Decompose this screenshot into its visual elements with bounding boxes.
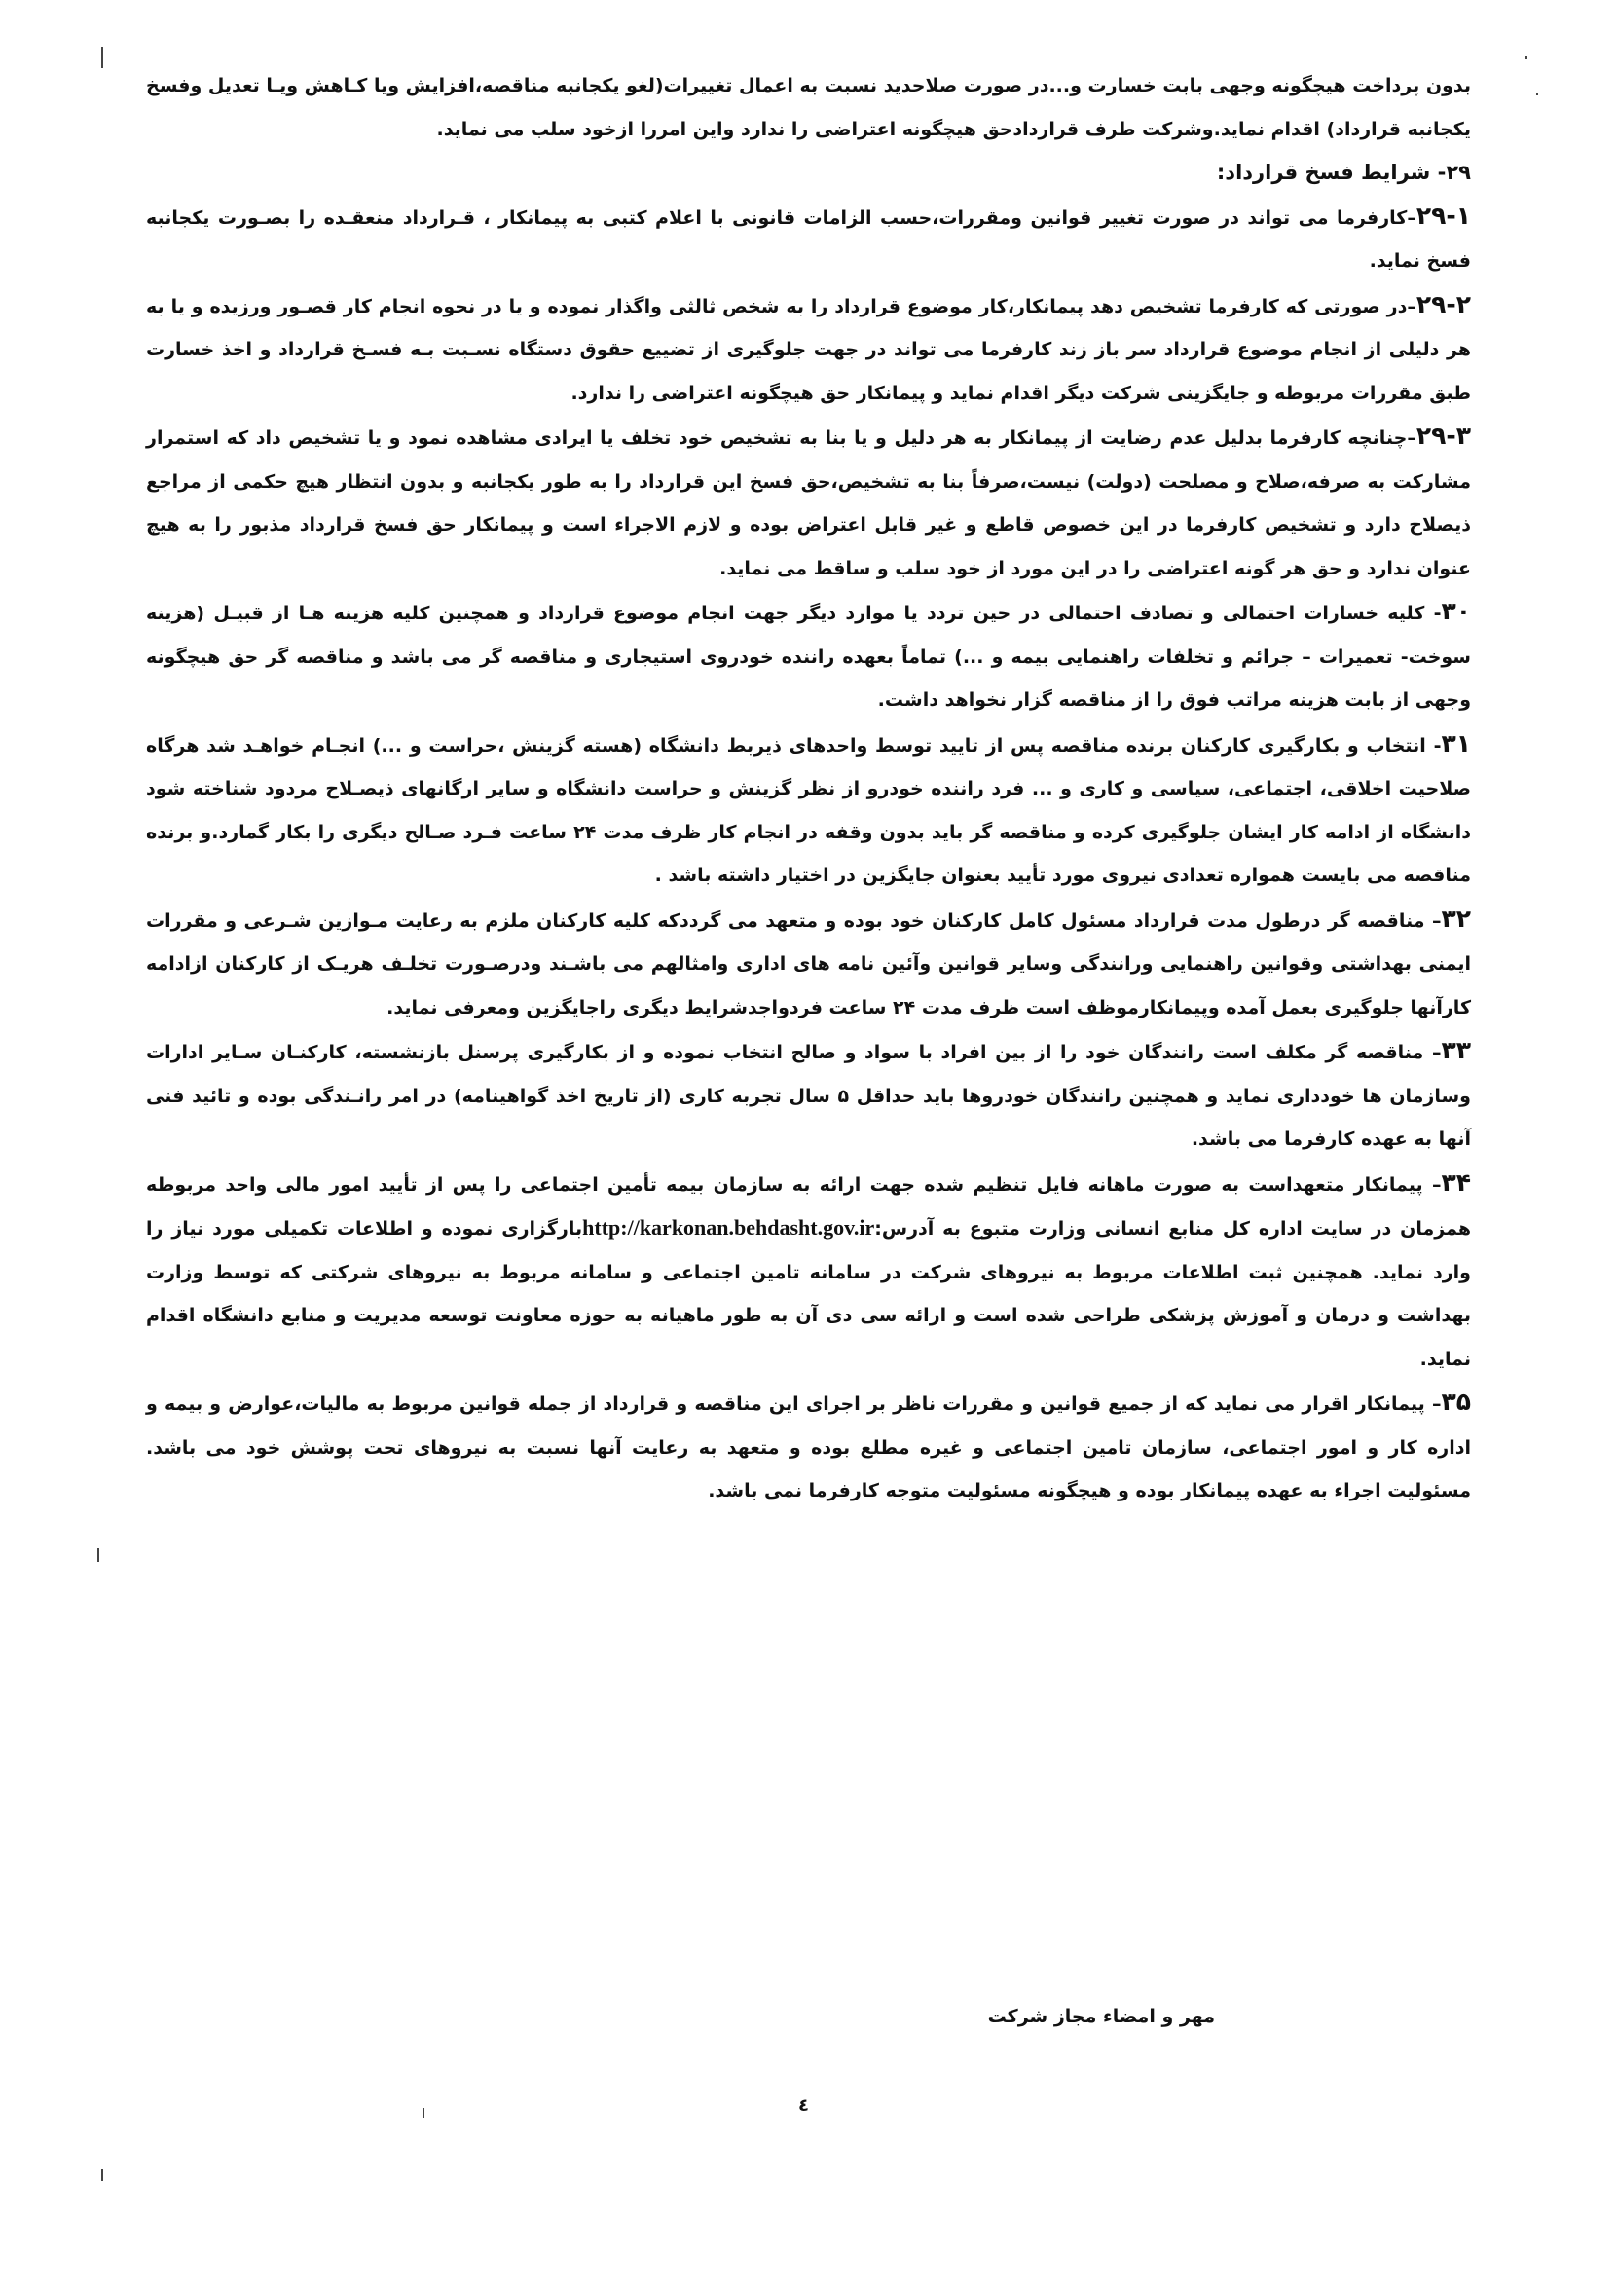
clause-number: ۳۳ (1441, 1036, 1471, 1064)
scan-mark (1536, 93, 1538, 95)
clause-34 (146, 1162, 1471, 1382)
clause-32 (146, 898, 1471, 1030)
scan-mark (97, 1548, 99, 1562)
scan-mark (101, 2169, 103, 2181)
clause-text: –در صورتی که کارفرما تشخیص دهد پیمانکار،کار موضوع قرارداد را به شخص ثالثی واگذار نموده و یا در نحوه انجام کار قصـور ورزیده و یا به هر دلیلی از انجام موضوع قرارداد سر باز زند کارفرما می تواند در جهت جلوگیری از تضییع حقوق دستگاه نسـبت بـه فسـخ قرارداد و اخذ خسارت طبق مقررات مربوطه و جایگزینی شرکت دیگر اقدام نماید و پیمانکار حق هیچگونه اعتراضی را ندارد. (146, 295, 1471, 404)
clause-33 (146, 1029, 1471, 1162)
clause-text: – مناقصه گر درطول مدت قرارداد مسئول کامل کارکنان خود بوده و متعهد می گرددکه کلیه کارکنان ملزم به رعایت مـوازین شـرعی و مقررات ایمنی بهداشتی وقوانین راهنمایی ورانندگی وسایر قوانین وآئین نامه های اداری وامثالهم می باشـند ودرصـورت تخلـف هریـک از کارکنان ازادامه کارآنها جلوگیری بعمل آمده وپیمانکارموظف است ظرف مدت ۲۴ ساعت فردواجدشرایط دیگری راجایگزین ومعرفی نماید. (146, 909, 1471, 1018)
section-heading: ۲۹- شرایط فسخ قرارداد: (1216, 161, 1471, 184)
page-number: ٤ (798, 2095, 809, 2116)
clause-29-1 (146, 195, 1471, 283)
clause-text: –کارفرما می تواند در صورت تغییر قوانین ومقررات،حسب الزامات قانونی با اعلام کتبی به پیمانکار ، قـرارداد منعقـده را بصـورت یکجانبه فسخ نماید. (146, 206, 1471, 272)
clause-30 (146, 590, 1471, 722)
clause-number: ۳۵ (1441, 1388, 1471, 1416)
clause-text: – پیمانکار متعهداست به صورت ماهانه فایل تنظیم شده جهت ارائه به سازمان بیمه تأمین اجتماعی را پس از تأیید امور مالی واحد مربوطه همزمان در سایت اداره کل منابع انسانی وزارت متبوع به آدرس: (146, 1173, 1471, 1240)
clause-29-2 (146, 283, 1471, 416)
intro-paragraph: بدون پرداخت هیچگونه وجهی بابت خسارت و...در صورت صلاحدید نسبت به اعمال تغییرات(لغو یکجانبه مناقصه،افزایش ویا کـاهش ویـا تعدیل وفسخ یکجانبه قرارداد) اقدام نماید.وشرکت طرف قراردادحق هیچگونه اعتراضی را ندارد واین امررا ازخود سلب می نماید. (146, 75, 1471, 140)
scan-mark (423, 2108, 424, 2118)
clause-number: ۲۹-۳ (1415, 422, 1471, 450)
clause-number: ۳۴ (1441, 1167, 1471, 1197)
clause-text: - کلیه خسارات احتمالی و تصادف احتمالی در حین تردد یا موارد دیگر جهت انجام موضوع قرارداد و همچنین کلیه هزینه هـا از قبیـل (هزینه سوخت- تعمیرات – جرائم و تخلفات راهنمایی بیمه و ...) تماماً بعهده راننده خودروی استیجاری و مناقصه گر می باشد و مناقصه گر حق هیچگونه وجهی از بابت هزینه مراتب فوق را از مناقصه گزار نخواهد داشت. (146, 603, 1471, 711)
clause-text: – پیمانکار اقرار می نماید که از جمیع قوانین و مقررات ناظر بر اجرای این مناقصه و قرارداد از جمله قوانین مربوط به مالیات،عوارض و بیمه و اداره کار و امور اجتماعی، سازمان تامین اجتماعی و غیره مطلع بوده و متعهد به رعایت آنها نسبت به نیروهای تحت پوشش خود می باشد. مسئولیت اجراء به عهده پیمانکار بوده و هیچگونه مسئولیت متوجه کارفرما نمی باشد. (146, 1393, 1471, 1501)
document-body (146, 64, 1471, 1513)
website-url: http://karkonan.behdasht.gov.ir (582, 1215, 875, 1240)
clause-number: ۳۲ (1441, 904, 1471, 933)
clause-text: – مناقصه گر مکلف است رانندگان خود را از بین افراد با سواد و صالح انتخاب نموده و از بکارگیری پرسنل بازنشسته، کارکنـان سـایر ادارات وسازمان ها خودداری نماید و همچنین رانندگان خودروها باید حداقل ۵ سال تجربه کاری (از تاریخ اخذ گواهینامه) در امر رانـندگی بوده و تائید فنی آنها به عهده کارفرما می باشد. (146, 1042, 1471, 1150)
clause-number: ۲۹-۱ (1415, 201, 1471, 230)
clause-31 (146, 722, 1471, 898)
scan-mark (101, 47, 103, 68)
clause-text: بارگزاری نموده و اطلاعات تکمیلی مورد نیاز را وارد نماید. همچنین ثبت اطلاعات مربوط به نیروهای شرکت در سامانه تامین اجتماعی و سامانه مربوط به نیروهای شرکتی که توسط وزارت بهداشت و درمان و آموزش پزشکی طراحی شده است و ارائه سی دی آن به طور ماهیانه به حوزه معاونت توسعه مدیریت و منابع دانشگاه اقدام نماید. (146, 1218, 1471, 1370)
clause-number: ۳۰ (1441, 597, 1471, 625)
signature-label: مهر و امضاء مجاز شرکت (987, 2006, 1215, 2027)
clause-number: ۳۱ (1441, 728, 1471, 758)
clause-35 (146, 1381, 1471, 1513)
scan-mark (1525, 56, 1527, 59)
clause-text: - انتخاب و بکارگیری کارکنان برنده مناقصه پس از تایید توسط واحدهای ذیربط دانشگاه (هسته گزینش ،حراست و ...) انجـام خواهـد شد هرگاه صلاحیت اخلاقی، اجتماعی، سیاسی و کاری و ... فرد راننده خودرو از نظر گزینش و حراست دانشگاه و سایر ارگانهای ذیصـلاح مردود شناخته شود دانشگاه از ادامه کار ایشان جلوگیری کرده و مناقصه گر باید بدون وقفه در انجام کار ظرف مدت ۲۴ ساعت فـرد صـالح دیگری را بکار گمارد.و برنده مناقصه می بایست همواره تعدادی نیروی مورد تأیید بعنوان جایگزین در اختیار داشته باشد . (146, 734, 1471, 886)
clause-29-3 (146, 415, 1471, 590)
clause-number: ۲۹-۲ (1415, 289, 1471, 318)
clause-text: –چنانچه کارفرما بدلیل عدم رضایت از پیمانکار به هر دلیل و یا بنا به تشخیص خود تخلف یا ایرادی مشاهده نمود و یا تشخیص داد که استمرار مشارکت به صرفه،صلاح و مصلحت (دولت) نیست،صرفاً بنا به تشخیص،حق فسخ این قرارداد را به طور یکجانبه و بدون انتظار هیچ حکمی از مراجع ذیصلاح دارد و تشخیص کارفرما در این خصوص قاطع و غیر قابل اعتراض بوده و لازم الاجراء است و پیمانکار حق فسخ قرارداد مذبور را به هیچ عنوان ندارد و حق هر گونه اعتراضی را در این مورد از خود سلب و ساقط می نماید. (146, 427, 1471, 579)
